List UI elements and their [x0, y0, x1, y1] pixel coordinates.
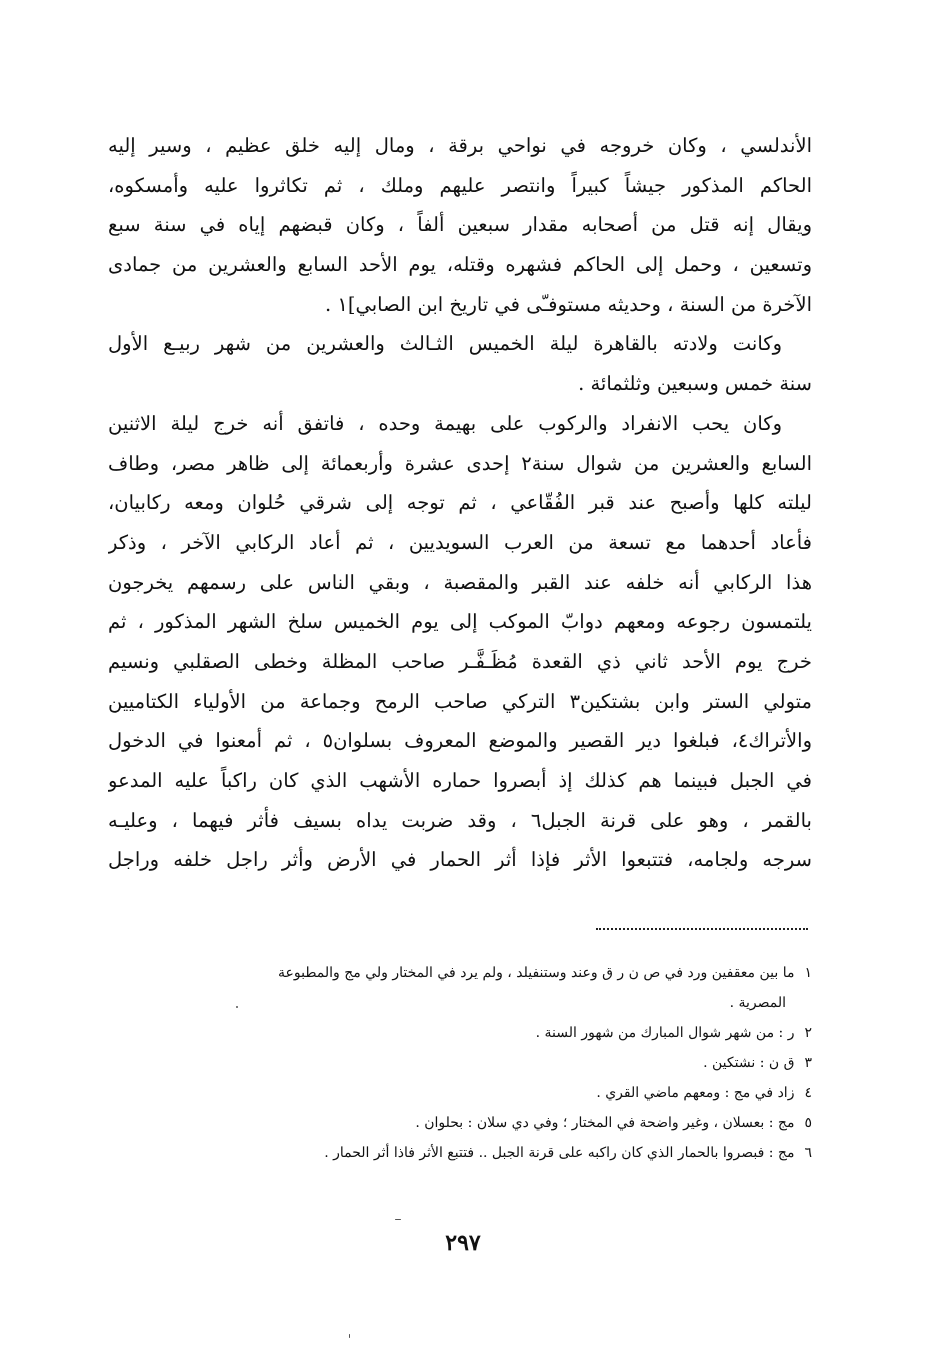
- footnote: [140, 1018, 812, 1048]
- text-line: هذا الركابي أنه خلفه عند القبر والمقصبة ، وبقي الناس على رسمهم يخرجون: [108, 570, 812, 594]
- footnotes: [140, 958, 812, 1168]
- footnote: [140, 1138, 812, 1168]
- footnote-text: ق ن : نشتكين .: [703, 1055, 795, 1071]
- text-line: سنة خمس وسبعين وثلثمائة .: [578, 372, 812, 396]
- main-text: [108, 126, 812, 880]
- scan-speck: [349, 1334, 350, 1338]
- footnote: [140, 1108, 812, 1138]
- footnote-text: مج : فبصروا بالحمار الذي كان راكبه على قرنة الجبل .. فتتبع الأثر فاذا أثر الحمار .: [324, 1145, 795, 1161]
- text-line: وكان يحب الانفراد والركوب على بهيمة وحده ، فاتفق أنه خرج ليلة الاثنين: [108, 411, 782, 435]
- scan-speck: [395, 1219, 401, 1220]
- text-line: والأتراك٤، فبلغوا دير القصير والموضع المعروف بسلوان٥ ، ثم أمعنوا في الدخول: [108, 729, 812, 753]
- footnote: [140, 1048, 812, 1078]
- footnote-number: ٦: [804, 1145, 812, 1161]
- footnote-number: ٤: [804, 1085, 812, 1101]
- text-line: خرج يوم الأحد ثاني ذي القعدة مُظَـفَّـر صاحب المظلة وخطى الصقلبي ونسيم: [108, 649, 812, 673]
- text-line: متولي الستر وابن بشتكين٣ التركي صاحب الرمح وجماعة من الأولياء الكتاميين: [108, 689, 812, 713]
- text-line: في الجبل فبينما هم كذلك إذ أبصروا حماره الأشهب الذي كان راكباً عليه المدعو: [108, 769, 812, 792]
- footnote-number: ٥: [804, 1115, 812, 1131]
- text-line: سرجه ولجامه، فتتبعوا الأثر فإذا أثر الحمار في الأرض وأثر راجل خلفه وراجل: [108, 848, 812, 872]
- footnote-text: زاد في مج : ومعهم ماضي القري .: [596, 1085, 795, 1101]
- footnote: [140, 958, 812, 988]
- text-line: بالقمر ، وهو على قرنة الجبل٦ ، وقد ضربت يداه بسيف فأثر فيهما ، وعليـه: [108, 808, 812, 832]
- text-line: الحاكم المذكور جيشاً كبيراً وانتصر عليهم وملك ، ثم تكاثروا عليه وأمسكوه،: [108, 173, 812, 197]
- text-line: وتسعين ، وحمل إلى الحاكم فشهره وقتله، يوم الأحد السابع والعشرين من جمادى: [108, 253, 812, 277]
- footnote-continuation: [140, 988, 812, 1018]
- page-number: ٢٩٧: [445, 1230, 481, 1256]
- text-line: ليلته كلها وأصبح عند قبر الفُقّاعي ، ثم توجه إلى شرقي حُلوان ومعه ركابيان،: [108, 491, 812, 515]
- footnote-text: ما بين معقفين ورد في ص ن ر ق وعند وستنفيلد ، ولم يرد في المختار ولي مج والمطبوعة: [278, 965, 795, 981]
- footnote-divider: [596, 928, 808, 930]
- footnote-text: المصرية .: [729, 995, 786, 1011]
- footnote: [140, 1078, 812, 1108]
- scan-speck: [236, 1006, 238, 1008]
- text-line: السابع والعشرين من شوال سنة٢ إحدى عشرة وأربعمائة إلى ظاهر مصر، وطاف: [108, 451, 812, 475]
- footnote-text: ر : من شهر شوال المبارك من شهور السنة .: [535, 1025, 795, 1041]
- footnote-text: مج : بعسلان ، وغير واضحة في المختار ؛ وفي دي سلان : بحلوان .: [415, 1115, 795, 1131]
- footnote-number: ١: [804, 965, 812, 981]
- text-line: وكانت ولادته بالقاهرة ليلة الخميس الثـالث والعشرين من شهر ربيـع الأول: [108, 332, 782, 356]
- footnote-number: ٣: [804, 1055, 812, 1071]
- text-line: فأعاد أحدهما مع تسعة من العرب السويديين ، ثم أعاد الركابي الآخر ، وذكر: [108, 530, 812, 554]
- text-line: الآخرة من السنة ، وحديثه مستوفـّى في تاريخ ابن الصابي]١ .: [324, 292, 812, 316]
- text-line: ويقال إنه قتل من أصحابه مقدار سبعين ألفاً ، وكان قبضهم إياه في سنة سبع: [108, 213, 812, 237]
- footnote-number: ٢: [804, 1025, 812, 1041]
- text-line: الأندلسي ، وكان خروجه في نواحي برقة ، ومال إليه خلق عظيم ، وسير إليه: [108, 134, 812, 157]
- text-line: يلتمسون رجوعه ومعهم دوابّ الموكب إلى يوم الخميس سلخ الشهر المذكور ، ثم: [108, 610, 812, 634]
